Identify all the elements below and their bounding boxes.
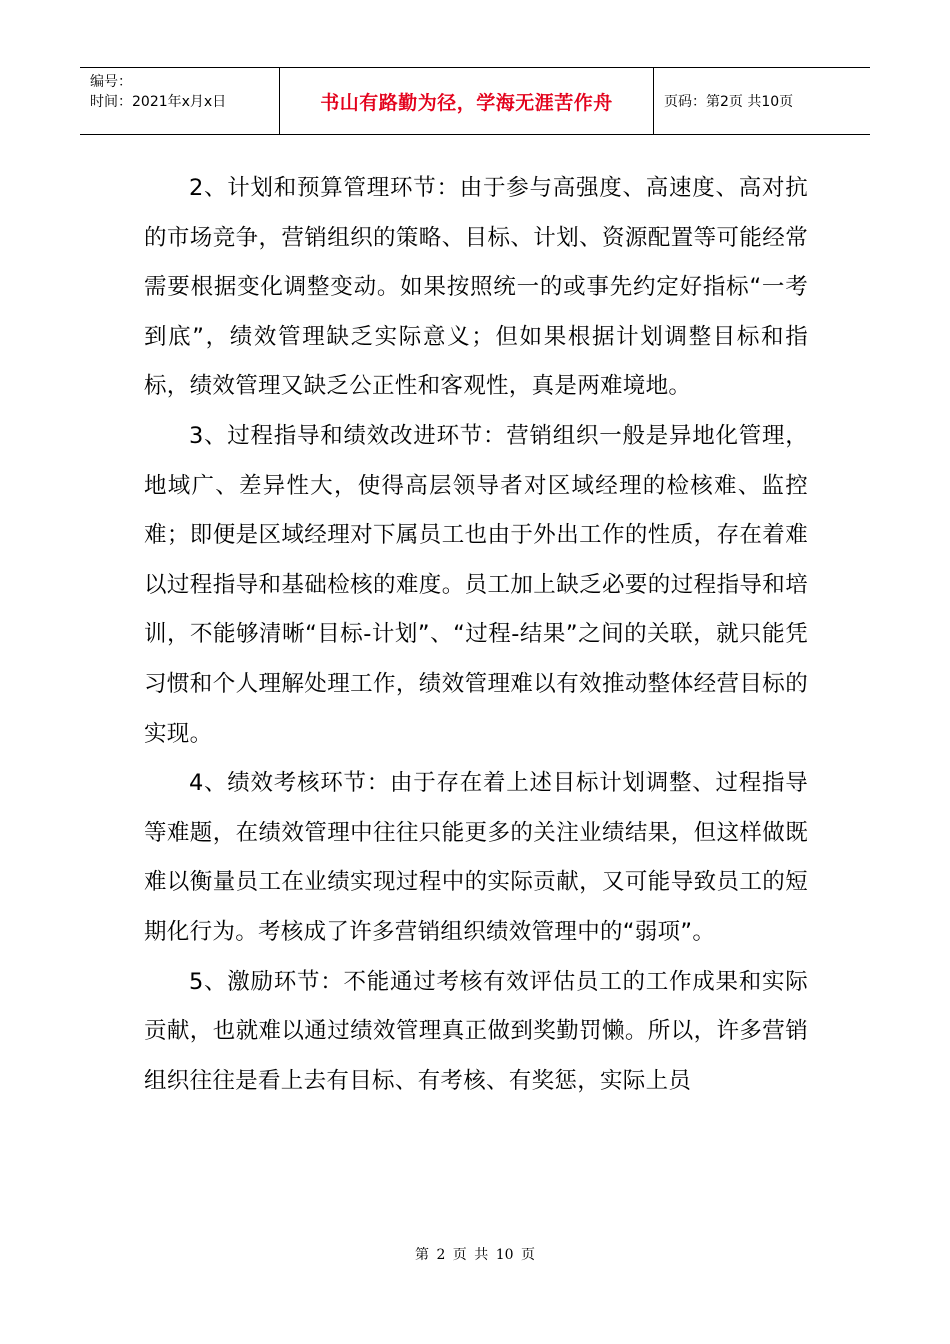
header-page-info: 页码：第2页 共10页 <box>664 94 794 110</box>
document-body <box>144 164 808 1106</box>
header-motto: 书山有路勤为径，学海无涯苦作舟 <box>280 68 654 134</box>
page-header <box>80 67 870 135</box>
paragraph-process-guidance: 3、过程指导和绩效改进环节：营销组织一般是异地化管理，地域广、差异性大，使得高层领导者对区域经理的检核难、监控难；即便是区域经理对下属员工也由于外出工作的性质，存在着难以过程指导和基础检核的难度。员工加上缺乏必要的过程指导和培训，不能够清晰“目标-计划”、“过程-结果”之间的关联，就只能凭习惯和个人理解处理工作，绩效管理难以有效推动整体经营目标的实现。 <box>144 422 808 747</box>
paragraph-performance-assessment: 4、绩效考核环节：由于存在着上述目标计划调整、过程指导等难题，在绩效管理中往往只能更多的关注业绩结果，但这样做既难以衡量员工在业绩实现过程中的实际贡献，又可能导致员工的短期化行为。考核成了许多营销组织绩效管理中的“弱项”。 <box>144 770 808 945</box>
document-number-label: 编号： <box>90 74 132 90</box>
page-footer: 第 2 页 共 10 页 <box>415 1247 535 1263</box>
paragraph-planning-budget: 2、计划和预算管理环节：由于参与高强度、高速度、高对抗的市场竞争，营销组织的策略、目标、计划、资源配置等可能经常需要根据变化调整变动。如果按照统一的或事先约定好指标“一考到底”，绩效管理缺乏实际意义；但如果根据计划调整目标和指标，绩效管理又缺乏公正性和客观性，真是两难境地。 <box>144 175 808 400</box>
document-time-label: 时间：2021年x月x日 <box>90 94 227 110</box>
header-meta <box>80 68 280 134</box>
paragraph-incentive: 5、激励环节：不能通过考核有效评估员工的工作成果和实际贡献，也就难以通过绩效管理真正做到奖勤罚懒。所以，许多营销组织往往是看上去有目标、有考核、有奖惩，实际上员 <box>144 968 808 1094</box>
